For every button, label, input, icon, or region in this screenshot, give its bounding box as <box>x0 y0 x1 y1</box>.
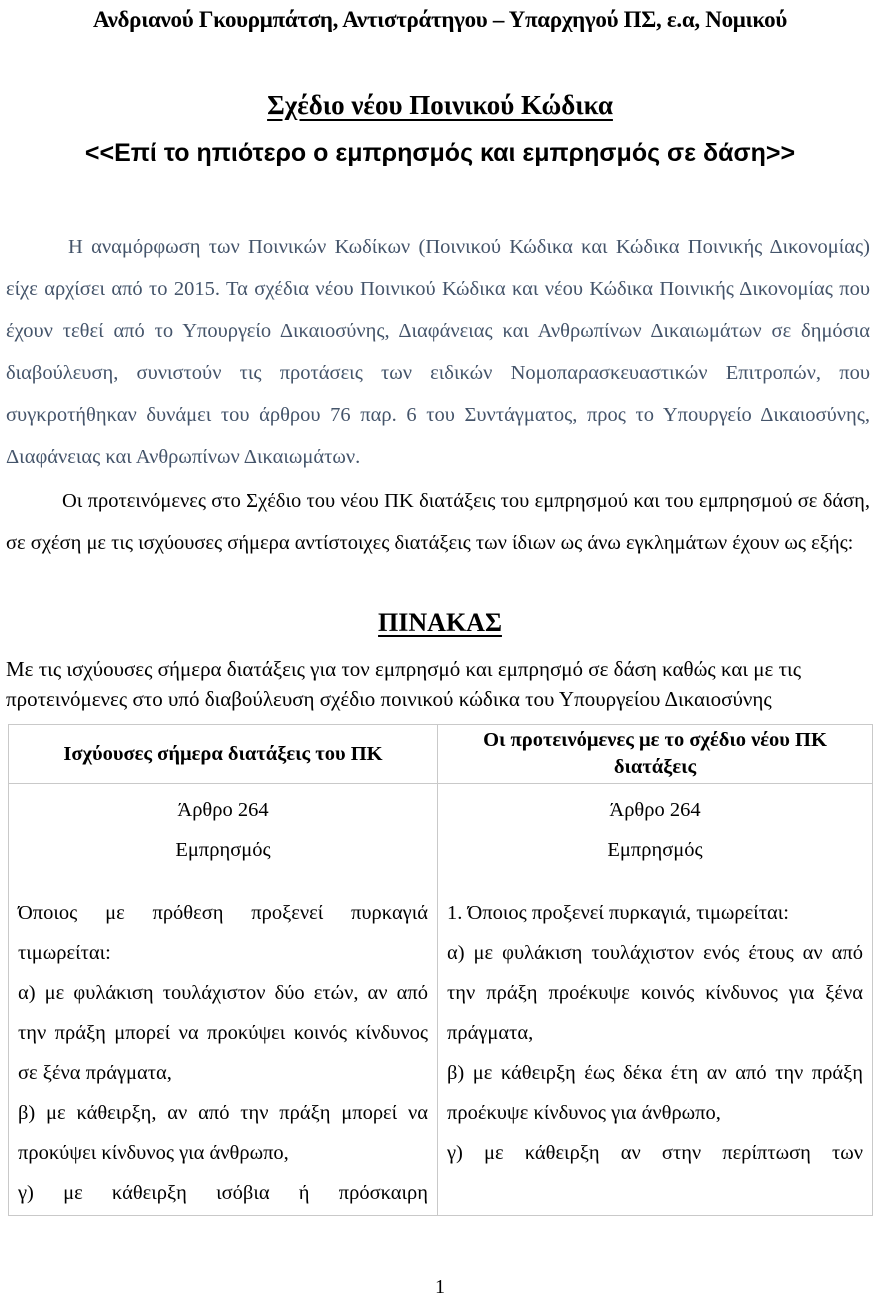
comparison-table <box>8 724 873 1216</box>
proposed-provision-intro: 1. Όποιος προξενεί πυρκαγιά, τιμωρείται: <box>447 902 789 924</box>
proposed-crime-title: Εμπρησμός <box>607 839 703 861</box>
table-body-row <box>9 784 873 1216</box>
proposed-provision-item-c: γ) με κάθειρξη αν στην περίπτωση των <box>447 1142 863 1164</box>
document-title: Σχέδιο νέου Ποινικού Κώδικα <box>267 90 613 120</box>
table-heading: ΠΙΝΑΚΑΣ <box>378 608 502 637</box>
current-article-number: Άρθρο 264 <box>177 799 269 821</box>
table-caption: Με τις ισχύουσες σήμερα διατάξεις για τον εμπρησμό και εμπρησμό σε δάση καθώς και με τις προτεινόμενες στο υπό διαβούλευση σχέδιο ποινικού κώδικα του Υπουργείου Δικαιοσύνης <box>6 657 802 711</box>
current-provision-item-c: γ) με κάθειρξη ισόβια ή πρόσκαιρη <box>18 1182 428 1204</box>
document-subtitle: <<Επί το ηπιότερο ο εμπρησμός και εμπρησμός σε δάση>> <box>84 139 796 167</box>
proposed-provision-item-a: α) με φυλάκιση τουλάχιστον ενός έτους αν από την πράξη προέκυψε κοινός κίνδυνος για ξένα πράγματα, <box>447 942 863 1044</box>
proposed-provision-item-b: β) με κάθειρξη έως δέκα έτη αν από την πράξη προέκυψε κίνδυνος για άνθρωπο, <box>447 1062 863 1124</box>
current-crime-title: Εμπρησμός <box>175 839 271 861</box>
current-provision-intro: Όποιος με πρόθεση προξενεί πυρκαγιά τιμωρείται: <box>18 902 428 964</box>
column-header-current-provisions: Ισχύουσες σήμερα διατάξεις του ΠΚ <box>9 725 438 784</box>
current-provisions-cell <box>9 784 438 1216</box>
page-number: 1 <box>435 1276 445 1298</box>
current-provision-item-b: β) με κάθειρξη, αν από την πράξη μπορεί να προκύψει κίνδυνος για άνθρωπο, <box>18 1102 428 1164</box>
table-header-row <box>9 725 873 784</box>
author-line: Ανδριανού Γκουρμπάτση, Αντιστράτηγου – Υπαρχηγού ΠΣ, ε.α, Νομικού <box>92 7 788 32</box>
current-provision-item-a: α) με φυλάκιση τουλάχιστον δύο ετών, αν από την πράξη μπορεί να προκύψει κοινός κίνδυνος σε ξένα πράγματα, <box>18 982 428 1084</box>
paragraph-reform-intro: Η αναμόρφωση των Ποινικών Κωδίκων (Ποινικού Κώδικα και Κώδικα Ποινικής Δικονομίας) είχε αρχίσει από το 2015. Τα σχέδια νέου Ποινικού Κώδικα και νέου Κώδικα Ποινικής Δικονομίας που έχουν τεθεί από το Υπουργείο Δικαιοσύνης, Διαφάνειας και Ανθρωπίνων Δικαιωμάτων σε δημόσια διαβούλευση, συνιστούν τις προτάσεις των ειδικών Νομοπαρασκευαστικών Επιτροπών, που συγκροτήθηκαν δυνάμει του άρθρου 76 παρ. 6 του Συντάγματος, προς το Υπουργείο Δικαιοσύνης, Διαφάνειας και Ανθρωπίνων Δικαιωμάτων. <box>6 236 870 468</box>
proposed-article-number: Άρθρο 264 <box>609 799 701 821</box>
proposed-provisions-cell <box>438 784 873 1216</box>
paragraph-proposed-provisions: Οι προτεινόμενες στο Σχέδιο του νέου ΠΚ διατάξεις του εμπρησμού και του εμπρησμού σε δάση, σε σχέση με τις ισχύουσες σήμερα αντίστοιχες διατάξεις των ίδιων ως άνω εγκλημάτων έχουν ως εξής: <box>6 490 870 554</box>
column-header-proposed-provisions: Οι προτεινόμενες με το σχέδιο νέου ΠΚ διατάξεις <box>438 725 873 784</box>
